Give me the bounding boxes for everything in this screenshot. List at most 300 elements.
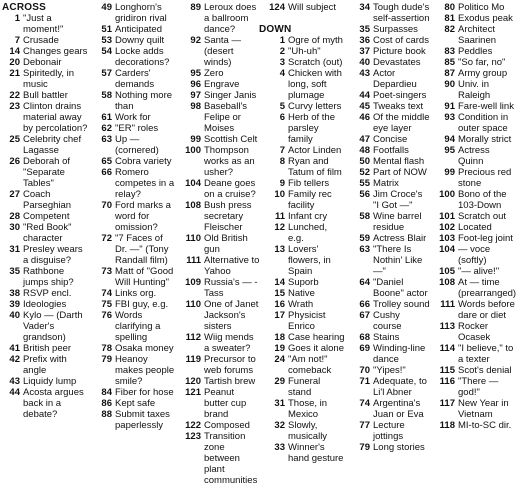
clue-text: Stains bbox=[373, 332, 400, 343]
clue-number: 8 bbox=[279, 156, 285, 167]
clue-text: — voce (softly) bbox=[458, 244, 491, 266]
clue-number: 42 bbox=[9, 354, 20, 365]
clue-number: 101 bbox=[439, 211, 455, 222]
clue-text: Ryan and Tatum of film bbox=[288, 156, 342, 178]
clue-number: 19 bbox=[274, 343, 285, 354]
clue-number: 21 bbox=[9, 68, 20, 79]
clue-text: Bush press secretary Fleischer bbox=[204, 200, 252, 233]
section-spacer bbox=[259, 13, 345, 24]
clue-text: Infant cry bbox=[288, 211, 328, 222]
clue-number: 112 bbox=[185, 332, 201, 343]
clue-number: 124 bbox=[269, 2, 285, 13]
clue-number: 29 bbox=[274, 376, 285, 387]
clue-text: Matrix bbox=[373, 178, 399, 189]
clue-number: 1 bbox=[279, 35, 285, 46]
clue-number: 53 bbox=[101, 35, 112, 46]
clue-text: Herb of the parsley family bbox=[288, 112, 335, 145]
clue-number: 123 bbox=[185, 431, 201, 442]
clue-item bbox=[259, 299, 345, 310]
clue-text: Politico Mo bbox=[458, 2, 505, 13]
clue-text: Concise bbox=[373, 134, 408, 145]
clue-item bbox=[2, 211, 88, 222]
clue-text: Kylo — (Darth Vader's grandson) bbox=[23, 310, 83, 343]
clue-number: 16 bbox=[274, 299, 285, 310]
clue-number: 111 bbox=[186, 255, 201, 266]
clue-item bbox=[90, 266, 176, 288]
clue-item bbox=[175, 79, 261, 90]
clue-item bbox=[259, 156, 345, 178]
clue-text: Curvy letters bbox=[288, 101, 342, 112]
clue-item bbox=[344, 233, 430, 244]
clue-item bbox=[259, 68, 345, 101]
clue-number: 81 bbox=[444, 13, 455, 24]
clue-number: 9 bbox=[279, 178, 285, 189]
clue-column bbox=[259, 2, 345, 464]
clue-number: 58 bbox=[101, 90, 112, 101]
clue-item bbox=[259, 101, 345, 112]
clue-text: Wine barrel residue bbox=[373, 211, 422, 233]
clue-item bbox=[344, 101, 430, 112]
clue-item bbox=[429, 134, 516, 145]
clue-text: Poet-singers bbox=[373, 90, 427, 101]
clue-text: Footfalls bbox=[373, 145, 409, 156]
clue-item bbox=[259, 178, 345, 189]
clue-item bbox=[429, 233, 516, 244]
clue-text: "There Is Nothin' Like —" bbox=[373, 244, 423, 277]
clue-number: 55 bbox=[359, 178, 370, 189]
clue-number: 86 bbox=[101, 398, 112, 409]
clue-number: 110 bbox=[185, 233, 201, 244]
clue-text: Liquidy lump bbox=[23, 376, 77, 387]
clue-number: 25 bbox=[9, 134, 20, 145]
clue-number: 74 bbox=[359, 398, 370, 409]
clue-item bbox=[259, 288, 345, 299]
clue-text: Nothing more than bbox=[115, 90, 173, 112]
clue-item bbox=[2, 310, 88, 343]
clue-text: Physicist Enrico bbox=[288, 310, 326, 332]
clue-number: 63 bbox=[359, 244, 370, 255]
clue-number: 35 bbox=[359, 24, 370, 35]
clue-item bbox=[259, 112, 345, 145]
clue-item bbox=[259, 310, 345, 332]
clue-item bbox=[429, 57, 516, 68]
clue-text: "Just a moment!" bbox=[23, 13, 64, 35]
clue-number: 18 bbox=[274, 332, 285, 343]
clue-item bbox=[429, 365, 516, 376]
clue-number: 74 bbox=[101, 288, 112, 299]
clue-text: Bono of the 103-Down bbox=[458, 189, 507, 211]
clue-number: 43 bbox=[9, 376, 20, 387]
clue-text: Wiig mends a sweater? bbox=[204, 332, 254, 354]
clue-item bbox=[344, 68, 430, 90]
clue-item bbox=[2, 35, 88, 46]
clue-number: 14 bbox=[9, 46, 20, 57]
clue-number: 97 bbox=[190, 90, 201, 101]
clue-number: 20 bbox=[9, 57, 20, 68]
clue-number: 70 bbox=[359, 365, 370, 376]
clue-text: Longhorn's gridiron rival bbox=[115, 2, 167, 24]
clue-text: Old British gun bbox=[204, 233, 248, 255]
clue-text: Morally strict bbox=[458, 134, 512, 145]
clue-text: Clinton drains material away by percolation? bbox=[23, 101, 88, 134]
clue-number: 103 bbox=[439, 233, 455, 244]
clue-item bbox=[344, 332, 430, 343]
clue-number: 64 bbox=[359, 277, 370, 288]
clue-text: Ford marks a word for omission? bbox=[115, 200, 171, 233]
clue-item bbox=[344, 145, 430, 156]
clue-item bbox=[90, 398, 176, 409]
clue-number: 31 bbox=[274, 398, 285, 409]
clue-text: Army group bbox=[458, 68, 508, 79]
clue-number: 65 bbox=[101, 156, 112, 167]
clue-number: 62 bbox=[101, 123, 112, 134]
clue-text: "Uh-uh" bbox=[288, 46, 321, 57]
clue-text: Cobra variety bbox=[115, 156, 172, 167]
clue-number: 105 bbox=[439, 266, 455, 277]
clue-number: 13 bbox=[274, 244, 285, 255]
clue-text: Cushy course bbox=[373, 310, 402, 332]
clue-item bbox=[429, 24, 516, 46]
clue-text: At — time (prearranged) bbox=[458, 277, 517, 299]
clue-number: 114 bbox=[439, 343, 455, 354]
clue-item bbox=[429, 398, 516, 420]
clue-text: Rocker Ocasek bbox=[458, 321, 491, 343]
clue-item bbox=[344, 112, 430, 134]
clue-text: Words clarifying a spelling bbox=[115, 310, 161, 343]
clue-number: 44 bbox=[359, 90, 370, 101]
clue-item bbox=[175, 200, 261, 233]
clue-number: 73 bbox=[101, 266, 112, 277]
clue-number: 82 bbox=[444, 24, 455, 35]
clue-number: 78 bbox=[101, 343, 112, 354]
clue-number: 66 bbox=[101, 167, 112, 178]
clue-text: Actress Quinn bbox=[458, 145, 490, 167]
clue-item bbox=[90, 156, 176, 167]
clue-text: Slowly, musically bbox=[288, 420, 328, 442]
clue-item bbox=[429, 101, 516, 112]
clue-item bbox=[344, 24, 430, 35]
clue-text: Picture book bbox=[373, 46, 426, 57]
clue-number: 120 bbox=[185, 376, 201, 387]
clue-number: 27 bbox=[9, 189, 20, 200]
clue-number: 61 bbox=[101, 112, 112, 123]
clue-item bbox=[429, 376, 516, 398]
clue-number: 66 bbox=[359, 299, 370, 310]
clue-number: 94 bbox=[444, 134, 455, 145]
clue-item bbox=[175, 145, 261, 178]
clue-number: 111 bbox=[440, 299, 455, 310]
clue-number: 34 bbox=[359, 2, 370, 13]
clue-text: Thompson works as an usher? bbox=[204, 145, 255, 178]
clue-number: 56 bbox=[359, 189, 370, 200]
clue-text: Scratch out bbox=[458, 211, 507, 222]
clue-number: 96 bbox=[190, 79, 201, 90]
clue-item bbox=[429, 266, 516, 277]
clue-text: Coach Parseghian bbox=[23, 189, 72, 211]
clue-text: Winner's hand gesture bbox=[288, 442, 344, 464]
clue-item bbox=[259, 46, 345, 57]
clue-item bbox=[90, 24, 176, 35]
clue-item bbox=[90, 112, 176, 123]
clue-text: Bull battler bbox=[23, 90, 68, 101]
clue-item bbox=[429, 299, 516, 321]
clue-item bbox=[429, 79, 516, 101]
clue-text: "7 Faces of Dr. —" (Tony Randall film) bbox=[115, 233, 169, 266]
clue-item bbox=[2, 13, 88, 35]
down-heading: DOWN bbox=[259, 24, 292, 35]
clue-item bbox=[344, 365, 430, 376]
clue-text: Up — (cornered) bbox=[115, 134, 159, 156]
clue-text: MI-to-SC dir. bbox=[458, 420, 512, 431]
clue-text: Tartish brew bbox=[204, 376, 256, 387]
clue-number: 12 bbox=[274, 222, 285, 233]
clue-number: 14 bbox=[274, 277, 285, 288]
clue-number: 3 bbox=[279, 57, 285, 68]
clue-item bbox=[429, 277, 516, 299]
clue-item bbox=[429, 321, 516, 343]
clue-text: Lovers' flowers, in Spain bbox=[288, 244, 331, 277]
clue-item bbox=[344, 167, 430, 178]
clue-item bbox=[429, 244, 516, 266]
clue-item bbox=[429, 343, 516, 365]
clue-item bbox=[90, 409, 176, 431]
clue-number: 91 bbox=[444, 101, 455, 112]
clue-text: Univ. in Raleigh bbox=[458, 79, 491, 101]
clue-text: Scottish Celt bbox=[204, 134, 258, 145]
clue-item bbox=[2, 376, 88, 387]
clue-text: Trolley sound bbox=[373, 299, 430, 310]
clue-item bbox=[259, 244, 345, 277]
clue-item bbox=[259, 57, 345, 68]
clue-item bbox=[175, 134, 261, 145]
clue-number: 72 bbox=[101, 233, 112, 244]
clue-item bbox=[2, 68, 88, 90]
clue-number: 22 bbox=[9, 90, 20, 101]
clue-item bbox=[90, 2, 176, 24]
clue-text: "So far, no" bbox=[458, 57, 506, 68]
clue-text: Russia's — -Tass bbox=[204, 277, 258, 299]
clue-item bbox=[90, 35, 176, 46]
clue-text: Actress Blair bbox=[373, 233, 427, 244]
clue-text: Zero bbox=[204, 68, 224, 79]
clue-item bbox=[429, 189, 516, 211]
clue-item bbox=[429, 46, 516, 57]
clue-item bbox=[259, 354, 345, 376]
clue-item bbox=[175, 387, 261, 420]
clue-item bbox=[90, 134, 176, 156]
clue-text: "Daniel Boone" actor bbox=[373, 277, 428, 299]
clue-text: Changes gears bbox=[23, 46, 88, 57]
clue-number: 88 bbox=[101, 409, 112, 420]
clue-number: 33 bbox=[274, 442, 285, 453]
clue-item bbox=[2, 299, 88, 310]
clue-item bbox=[2, 156, 88, 189]
clue-text: Will subject bbox=[288, 2, 337, 13]
clue-item bbox=[175, 233, 261, 255]
clue-number: 40 bbox=[359, 57, 370, 68]
clue-number: 4 bbox=[279, 68, 285, 79]
clue-item bbox=[90, 123, 176, 134]
clue-item bbox=[344, 2, 430, 24]
clue-number: 95 bbox=[444, 145, 455, 156]
clue-number: 63 bbox=[101, 134, 112, 145]
clue-number: 39 bbox=[9, 299, 20, 310]
clue-item bbox=[259, 277, 345, 288]
clue-item bbox=[344, 310, 430, 332]
clue-item bbox=[259, 189, 345, 211]
clue-item bbox=[344, 178, 430, 189]
clue-number: 10 bbox=[274, 189, 285, 200]
clue-text: Argentina's Juan or Eva bbox=[373, 398, 424, 420]
clue-text: Osaka money bbox=[115, 343, 174, 354]
clue-text: Tweaks text bbox=[373, 101, 424, 112]
clue-number: 87 bbox=[444, 68, 455, 79]
clue-text: Exodus peak bbox=[458, 13, 513, 24]
clue-item bbox=[2, 57, 88, 68]
clue-number: 102 bbox=[439, 222, 455, 233]
clue-item bbox=[90, 90, 176, 112]
clue-item bbox=[90, 299, 176, 310]
clue-number: 28 bbox=[9, 211, 20, 222]
clue-item bbox=[429, 211, 516, 222]
clue-number: 36 bbox=[359, 35, 370, 46]
clue-text: Chicken with long, soft plumage bbox=[288, 68, 342, 101]
clue-text: "Yipes!" bbox=[373, 365, 406, 376]
clue-item bbox=[90, 46, 176, 68]
clue-text: Of the middle eye layer bbox=[373, 112, 430, 134]
clue-text: Work for bbox=[115, 112, 151, 123]
clue-number: 50 bbox=[359, 156, 370, 167]
clue-item bbox=[90, 200, 176, 233]
clue-number: 41 bbox=[9, 343, 20, 354]
clue-item bbox=[90, 343, 176, 354]
clue-number: 76 bbox=[101, 310, 112, 321]
clue-text: Precious red stone bbox=[458, 167, 512, 189]
clue-text: One of Janet Jackson's sisters bbox=[204, 299, 259, 332]
clue-item bbox=[344, 420, 430, 442]
clue-number: 40 bbox=[9, 310, 20, 321]
clue-item bbox=[344, 376, 430, 398]
clue-item bbox=[2, 244, 88, 266]
clue-number: 5 bbox=[279, 101, 285, 112]
clue-item bbox=[2, 288, 88, 299]
clue-text: Alternative to Yahoo bbox=[204, 255, 260, 277]
clue-item bbox=[2, 222, 88, 244]
clue-text: Downy quilt bbox=[115, 35, 165, 46]
clue-number: 92 bbox=[190, 35, 201, 46]
clue-column bbox=[175, 2, 261, 486]
clue-text: Links org. bbox=[115, 288, 157, 299]
clue-text: Winding-line dance bbox=[373, 343, 426, 365]
clue-item bbox=[2, 46, 88, 57]
clue-text: Mental flash bbox=[373, 156, 425, 167]
clue-text: Long stories bbox=[373, 442, 425, 453]
clue-item bbox=[90, 288, 176, 299]
clue-number: 79 bbox=[359, 442, 370, 453]
clue-text: Goes it alone bbox=[288, 343, 344, 354]
clue-number: 93 bbox=[444, 112, 455, 123]
clue-text: Actor Depardieu bbox=[373, 68, 417, 90]
clue-number: 30 bbox=[9, 222, 20, 233]
clue-item bbox=[344, 299, 430, 310]
clue-item bbox=[259, 35, 345, 46]
clue-text: Deane goes on a cruise? bbox=[204, 178, 256, 200]
clue-text: Deborah of "Separate Tables" bbox=[23, 156, 71, 189]
clue-item bbox=[175, 420, 261, 431]
clue-item bbox=[175, 68, 261, 79]
clue-number: 117 bbox=[439, 398, 455, 409]
clue-item bbox=[259, 222, 345, 244]
clue-number: 57 bbox=[101, 68, 112, 79]
clue-text: Located bbox=[458, 222, 492, 233]
clue-item bbox=[429, 420, 516, 431]
clue-item bbox=[429, 112, 516, 134]
clue-text: Ogre of myth bbox=[288, 35, 343, 46]
clue-item bbox=[90, 387, 176, 398]
clue-text: New Year in Vietnam bbox=[458, 398, 509, 420]
clue-number: 54 bbox=[101, 46, 112, 57]
clue-item bbox=[2, 354, 88, 376]
clue-text: Leroux does a ballroom dance? bbox=[204, 2, 257, 35]
clue-text: "I believe," to a texter bbox=[458, 343, 514, 365]
clue-column bbox=[344, 2, 430, 453]
clue-number: 2 bbox=[279, 46, 285, 57]
clue-number: 44 bbox=[9, 387, 20, 398]
clue-item bbox=[2, 189, 88, 211]
clue-item bbox=[344, 156, 430, 167]
clue-text: Peanut butter cup brand bbox=[204, 387, 247, 420]
clue-item bbox=[90, 68, 176, 90]
clue-text: Heanoy makes people smile? bbox=[115, 354, 175, 387]
clue-number: 31 bbox=[9, 244, 20, 255]
clue-number: 59 bbox=[359, 233, 370, 244]
clue-item bbox=[429, 222, 516, 233]
clue-text: Part of NOW bbox=[373, 167, 427, 178]
clue-item bbox=[2, 266, 88, 288]
clue-number: 118 bbox=[439, 420, 455, 431]
clue-text: Singer Janis bbox=[204, 90, 257, 101]
clue-text: Foot-leg joint bbox=[458, 233, 513, 244]
clue-text: Baseball's Felipe or Moises bbox=[204, 101, 248, 134]
clue-number: 77 bbox=[359, 420, 370, 431]
clue-number: 71 bbox=[359, 376, 370, 387]
clue-text: Fiber for hose bbox=[115, 387, 174, 398]
clue-text: RSVP encl. bbox=[23, 288, 72, 299]
clue-number: 69 bbox=[359, 343, 370, 354]
clue-text: Suporb bbox=[288, 277, 319, 288]
clue-item bbox=[175, 35, 261, 68]
clue-text: Presley wears a disguise? bbox=[23, 244, 83, 266]
clue-text: Wrath bbox=[288, 299, 314, 310]
clue-number: 46 bbox=[359, 112, 370, 123]
clue-number: 58 bbox=[359, 211, 370, 222]
clue-number: 7 bbox=[279, 145, 285, 156]
clue-number: 68 bbox=[359, 332, 370, 343]
clue-text: Acosta argues back in a debate? bbox=[23, 387, 84, 420]
clue-item bbox=[259, 2, 345, 13]
clue-number: 83 bbox=[444, 46, 455, 57]
clue-number: 109 bbox=[185, 277, 201, 288]
clue-number: 37 bbox=[359, 46, 370, 57]
clue-number: 116 bbox=[439, 376, 455, 387]
clue-text: "— alive!" bbox=[458, 266, 500, 277]
clue-item bbox=[2, 343, 88, 354]
clue-text: Cost of cards bbox=[373, 35, 429, 46]
clue-number: 48 bbox=[359, 145, 370, 156]
clue-text: "ER" roles bbox=[115, 123, 159, 134]
clue-number: 84 bbox=[101, 387, 112, 398]
clue-text: Scratch (out) bbox=[288, 57, 343, 68]
